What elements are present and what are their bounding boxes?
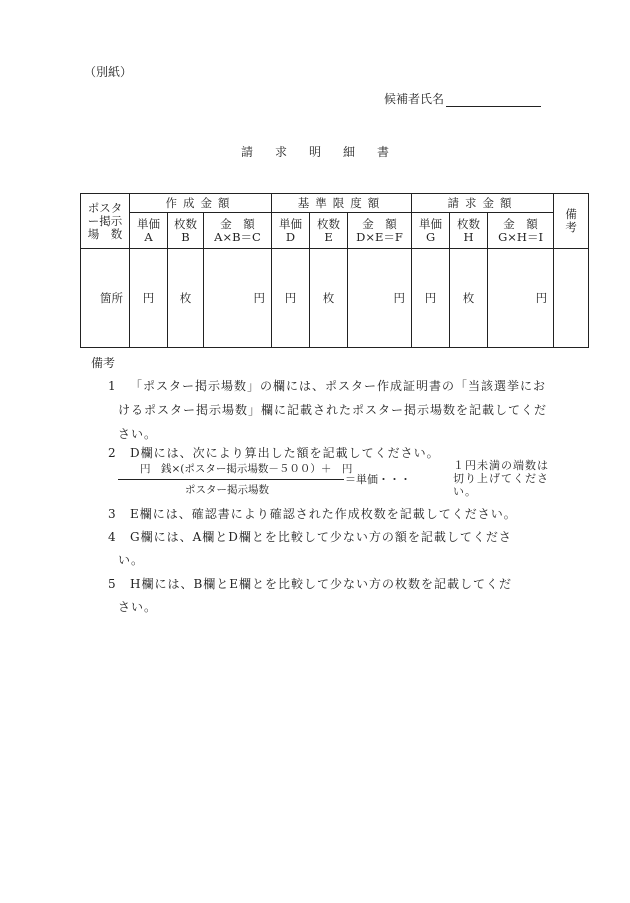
unit-price-a-cell: 円 xyxy=(130,249,168,348)
subheader-label: 金 額 xyxy=(220,216,255,231)
note-number: 3 xyxy=(108,507,116,521)
subheader-label: 枚数 xyxy=(317,216,341,231)
sheets-e-cell: 枚 xyxy=(310,249,348,348)
note-text: さい。 xyxy=(118,600,158,614)
subheader-cell xyxy=(204,213,272,249)
poster-header-line: 場 数 xyxy=(87,226,123,241)
note-number: 4 xyxy=(108,530,116,544)
note-text: G欄には、A欄とD欄とを比較して少ない方の額を記載してくださ xyxy=(130,530,512,544)
sheets-b-cell: 枚 xyxy=(168,249,204,348)
subheader-label: 金 額 xyxy=(503,216,538,231)
poster-header-line: ー掲示 xyxy=(87,213,123,228)
subheader-cell xyxy=(488,213,554,249)
subheader-cell xyxy=(168,213,204,249)
sheets-h-cell: 枚 xyxy=(450,249,488,348)
formula-rounding-note: １円未満の端数は切り上げてください。 xyxy=(453,459,549,498)
remarks-header-line: 備 xyxy=(565,207,577,221)
fraction-bar xyxy=(118,479,344,480)
subheader-key: D×E＝F xyxy=(356,229,403,244)
note-text: E欄には、確認書により確認された作成枚数を記載してください。 xyxy=(130,507,517,521)
subheader-cell xyxy=(412,213,450,249)
notes-heading: 備考 xyxy=(91,356,116,370)
remarks-cell xyxy=(554,249,589,348)
formula-denominator: ポスター掲示場数 xyxy=(185,484,269,496)
subheader-key: E xyxy=(324,229,333,244)
subheader-label: 枚数 xyxy=(457,216,481,231)
note-text: けるポスター掲示場数」欄に記載されたポスター掲示場数を記載してくだ xyxy=(118,403,548,417)
subheader-cell xyxy=(348,213,412,249)
formula-result: ＝単価・・・ xyxy=(345,473,411,486)
billing-detail-table xyxy=(80,193,589,348)
subheader-label: 単価 xyxy=(419,216,443,231)
document-title: 請求明細書 xyxy=(240,145,411,159)
group-claim-amount: 請求金額 xyxy=(412,194,554,213)
note-text: 「ポスター掲示場数」の欄には、ポスター作成証明書の「当該選挙にお xyxy=(130,379,547,393)
subheader-label: 金 額 xyxy=(362,216,397,231)
poster-count-cell: 箇所 xyxy=(81,249,130,348)
subheader-label: 単価 xyxy=(279,216,303,231)
group-production-amount: 作成金額 xyxy=(130,194,272,213)
attachment-label: （別紙） xyxy=(84,65,133,79)
remarks-header-line: 考 xyxy=(565,220,577,234)
subheader-cell xyxy=(310,213,348,249)
subheader-key: H xyxy=(463,229,474,244)
subheader-key: A×B＝C xyxy=(214,229,261,244)
subheader-label: 単価 xyxy=(137,216,160,231)
group-standard-limit: 基準限度額 xyxy=(272,194,412,213)
note-text: H欄には、B欄とE欄とを比較して少ない方の枚数を記載してくだ xyxy=(130,577,513,591)
subheader-key: G xyxy=(425,229,436,244)
note-text: い。 xyxy=(118,553,145,567)
note-number: 5 xyxy=(108,577,116,591)
remarks-header xyxy=(554,194,589,249)
poster-header-line: ポスタ xyxy=(87,200,123,215)
subheader-label: 枚数 xyxy=(174,216,197,231)
amount-c-cell: 円 xyxy=(204,249,272,348)
amount-f-cell: 円 xyxy=(348,249,412,348)
subheader-key: A xyxy=(144,229,153,244)
poster-count-header xyxy=(81,194,130,249)
candidate-name-field xyxy=(384,90,541,107)
formula-numerator: 円 銭×(ポスター掲示場数－５００）＋ 円 xyxy=(140,463,353,475)
amount-i-cell: 円 xyxy=(488,249,554,348)
subheader-cell xyxy=(450,213,488,249)
subheader-key: B xyxy=(181,229,190,244)
note-number: 1 xyxy=(108,379,116,393)
note-text: さい。 xyxy=(118,427,158,441)
subheader-key: G×H＝I xyxy=(498,229,543,244)
candidate-name-label: 候補者氏名 xyxy=(384,92,445,106)
unit-price-g-cell: 円 xyxy=(412,249,450,348)
subheader-cell xyxy=(130,213,168,249)
candidate-name-blank xyxy=(446,94,541,107)
note-text: D欄には、次により算出した額を記載してください。 xyxy=(130,446,440,460)
subheader-cell xyxy=(272,213,310,249)
note-number: 2 xyxy=(108,446,116,460)
unit-price-d-cell: 円 xyxy=(272,249,310,348)
subheader-key: D xyxy=(285,229,296,244)
